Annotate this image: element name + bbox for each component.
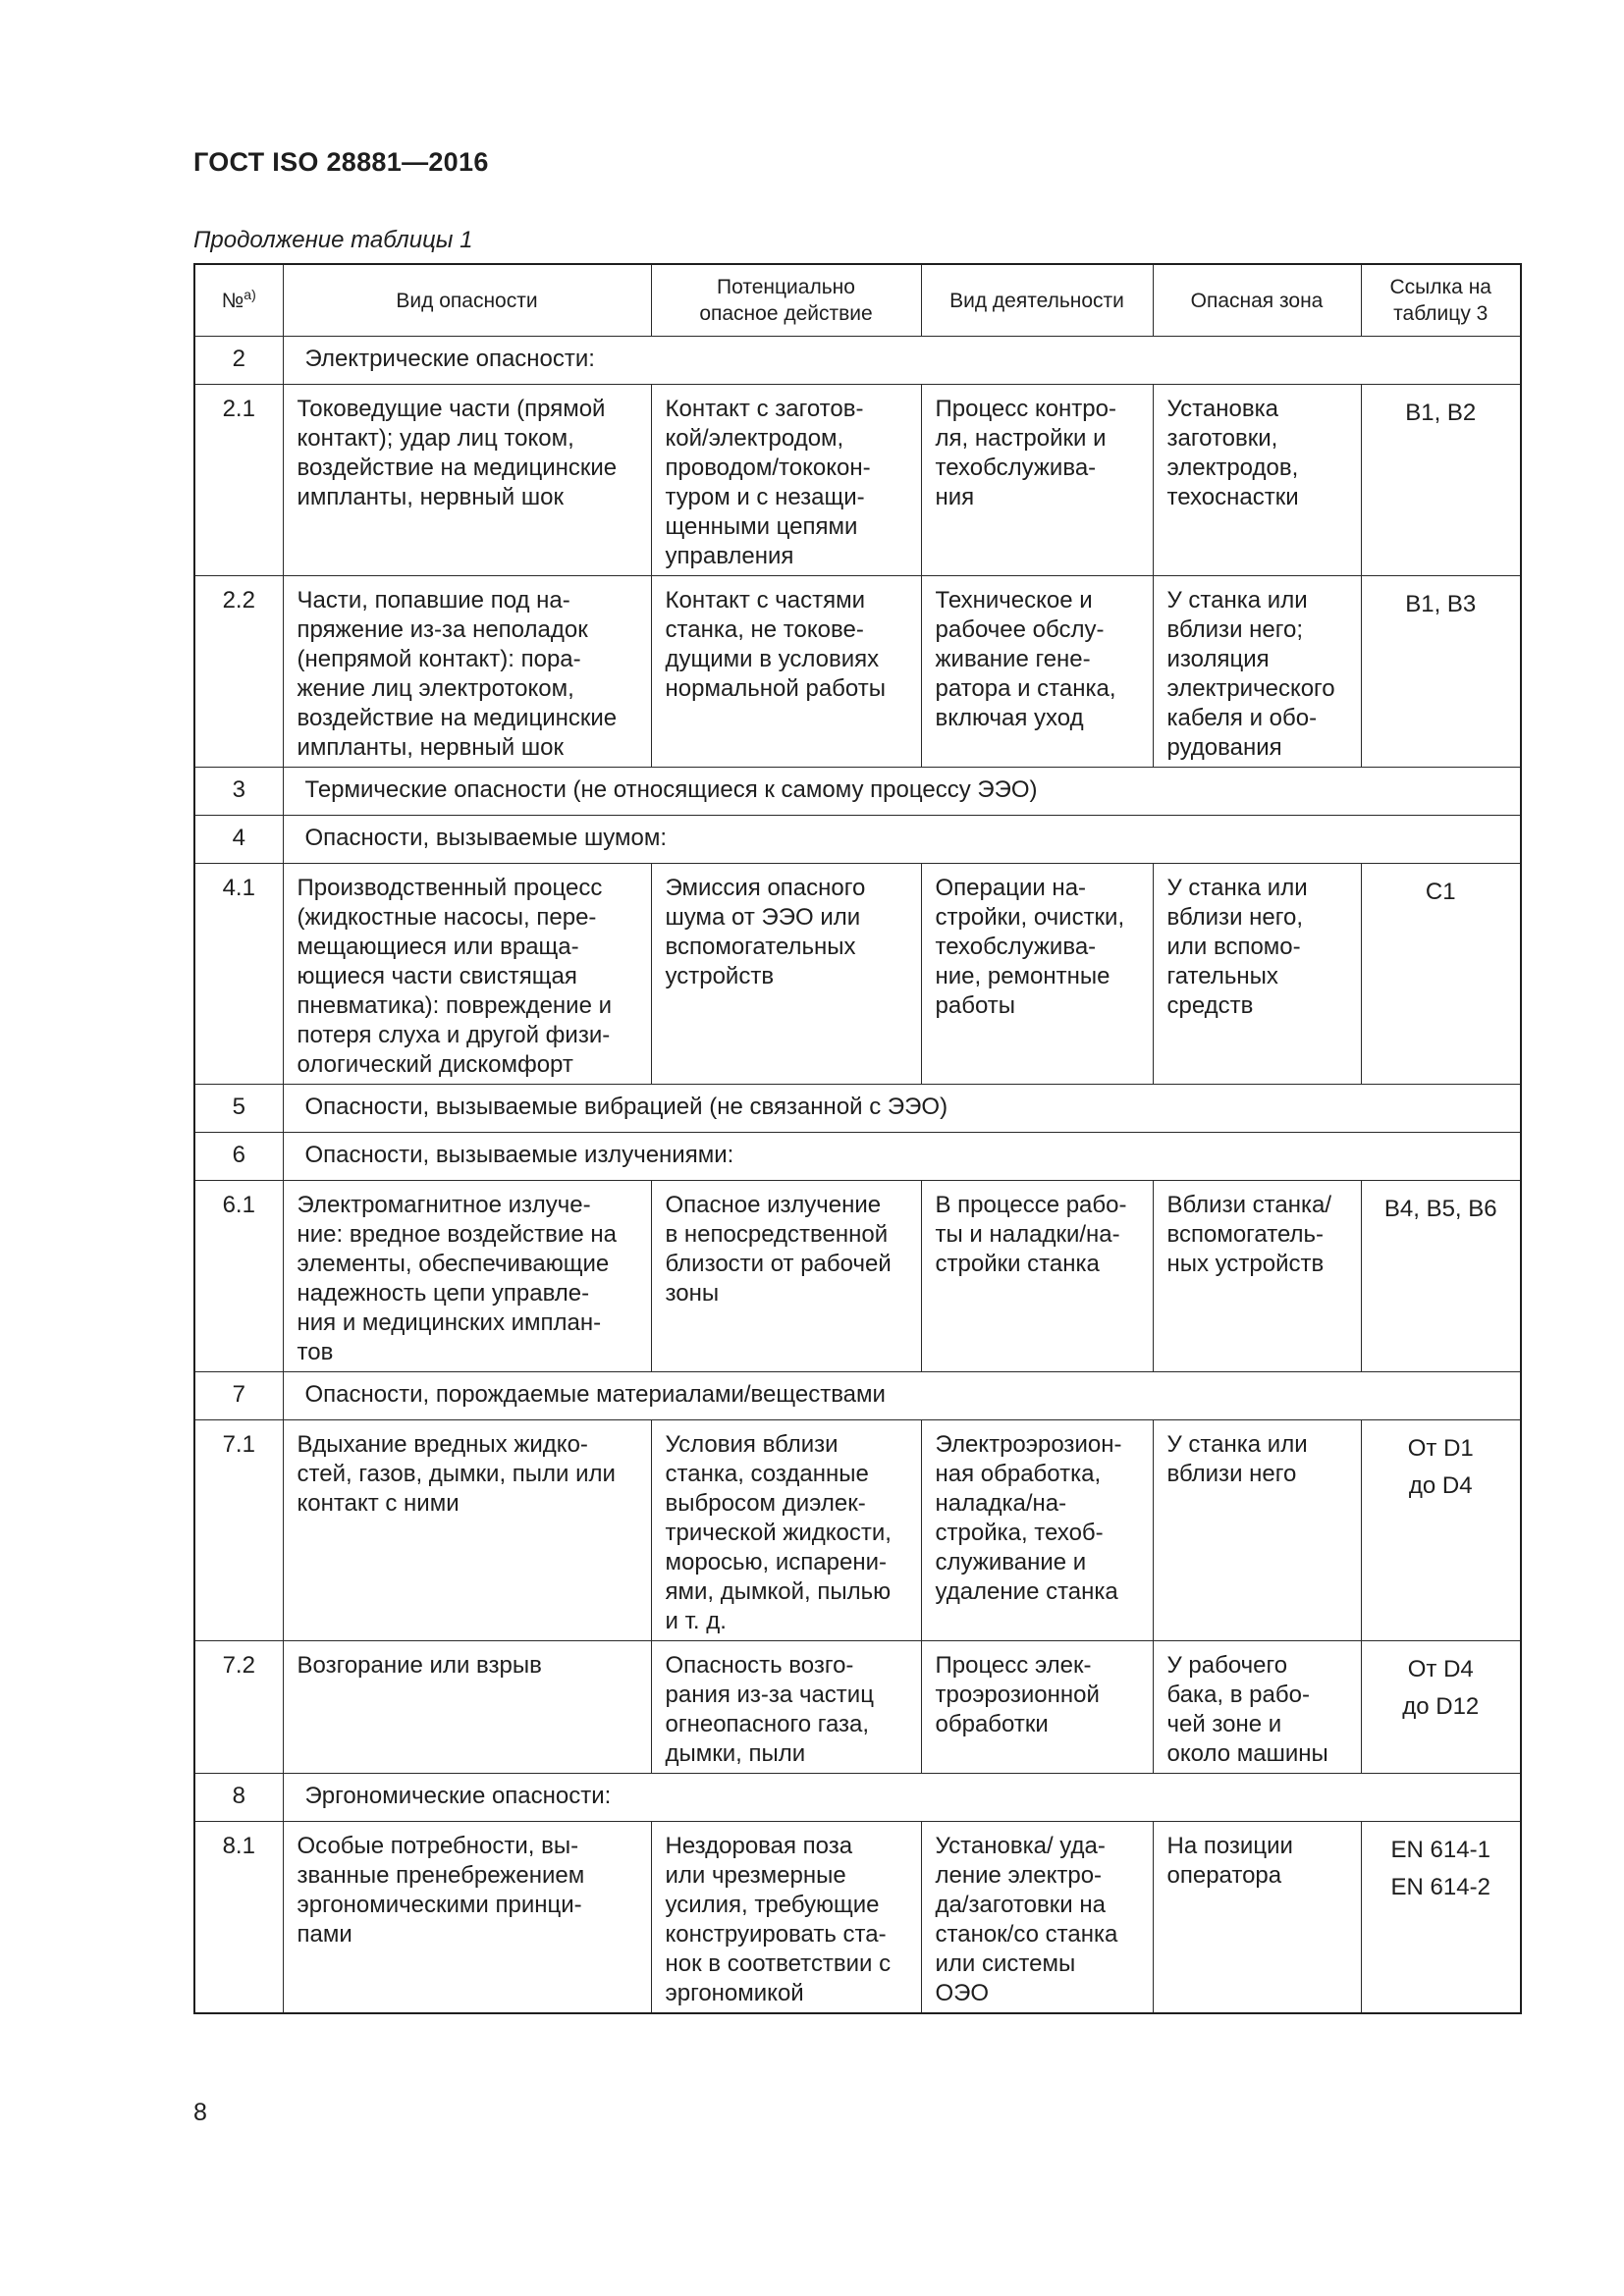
cell-line: В4, В5, В6: [1383, 1196, 1497, 1222]
section-title: Опасности, порождаемые материалами/веществами: [283, 1372, 1521, 1420]
cell-line: близости от рабочей: [665, 1251, 892, 1277]
item-number: 2.2: [194, 576, 283, 768]
cell-line: удаление станка: [935, 1578, 1118, 1605]
column-header-action: Потенциально опасное действие: [651, 264, 921, 337]
section-title: Термические опасности (не относящиеся к самому процессу ЭЭО): [283, 768, 1521, 816]
cell-line: электрического: [1166, 675, 1335, 702]
cell-line: импланты, нервный шок: [297, 734, 564, 761]
cell-line: жение лиц электротоком,: [297, 675, 574, 702]
cell-line: проводом/тококон-: [665, 454, 871, 481]
section-row: [194, 1133, 1521, 1181]
cell-line: электродов,: [1166, 454, 1299, 481]
cell-line: контакт); удар лиц током,: [297, 425, 574, 452]
section-number: 5: [194, 1085, 283, 1133]
item-number: 7.2: [194, 1641, 283, 1774]
cell-line: Опасное излучение: [665, 1192, 882, 1218]
zone-cell: [1153, 1420, 1361, 1641]
zone-cell: [1153, 576, 1361, 768]
column-header-zone: Опасная зона: [1153, 264, 1361, 337]
cell-line: кабеля и обо-: [1166, 705, 1318, 731]
cell-line: Процесс контро-: [935, 396, 1116, 422]
cell-line: конструировать ста-: [665, 1921, 887, 1948]
cell-line: огнеопасного газа,: [665, 1711, 870, 1737]
hazard-row: [194, 1181, 1521, 1372]
reference-cell: [1361, 1822, 1521, 2014]
cell-line: и т. д.: [665, 1608, 727, 1634]
section-title: Опасности, вызываемые шумом:: [283, 816, 1521, 864]
cell-line: вблизи него: [1166, 1461, 1297, 1487]
reference-cell: [1361, 1420, 1521, 1641]
cell-line: ологический дискомфорт: [297, 1051, 573, 1078]
cell-line: импланты, нервный шок: [297, 484, 564, 510]
cell-line: ния: [935, 484, 975, 510]
cell-line: зоны: [665, 1280, 720, 1307]
activity-cell: [921, 1822, 1153, 2014]
cell-line: вспомогательных: [665, 934, 856, 960]
column-header-hazard: Вид опасности: [283, 264, 651, 337]
action-cell: [651, 1822, 921, 2014]
hazard-cell: [283, 576, 651, 768]
cell-line: Электромагнитное излуче-: [297, 1192, 591, 1218]
cell-line: С1: [1425, 879, 1456, 905]
cell-line: ля, настройки и: [935, 425, 1107, 452]
column-header-reference: Ссылка на таблицу 3: [1361, 264, 1521, 337]
cell-line: ных устройств: [1166, 1251, 1325, 1277]
reference-cell: [1361, 1181, 1521, 1372]
cell-line: работы: [935, 992, 1016, 1019]
cell-line: От D1: [1407, 1435, 1474, 1462]
cell-line: техоснастки: [1166, 484, 1299, 510]
cell-line: Вблизи станка/: [1166, 1192, 1332, 1218]
section-row: [194, 1085, 1521, 1133]
cell-line: Опасность возго-: [665, 1652, 854, 1679]
activity-cell: [921, 1420, 1153, 1641]
cell-line: кой/электродом,: [665, 425, 844, 452]
action-cell: [651, 576, 921, 768]
cell-line: Электроэрозион-: [935, 1431, 1122, 1458]
cell-line: ния и медицинских имплан-: [297, 1309, 602, 1336]
cell-line: выбросом диэлек-: [665, 1490, 866, 1517]
cell-line: оператора: [1166, 1862, 1282, 1889]
table-caption: Продолжение таблицы 1: [193, 227, 473, 253]
cell-line: техобслужива-: [935, 934, 1097, 960]
cell-line: живание гене-: [935, 646, 1091, 672]
section-row: [194, 768, 1521, 816]
section-row: [194, 337, 1521, 385]
zone-cell: [1153, 1641, 1361, 1774]
cell-line: Вдыхание вредных жидко-: [297, 1431, 588, 1458]
cell-line: ОЭО: [935, 1980, 990, 2006]
cell-line: Части, попавшие под на-: [297, 587, 570, 614]
item-number: 8.1: [194, 1822, 283, 2014]
cell-line: званные пренебрежением: [297, 1862, 585, 1889]
cell-line: нормальной работы: [665, 675, 886, 702]
hazard-cell: [283, 1181, 651, 1372]
section-number: 7: [194, 1372, 283, 1420]
hazard-cell: [283, 1420, 651, 1641]
cell-line: стройки станка: [935, 1251, 1100, 1277]
section-title: Электрические опасности:: [283, 337, 1521, 385]
cell-line: щенными цепями: [665, 513, 858, 540]
cell-line: На позиции: [1166, 1833, 1293, 1859]
cell-line: или вспомо-: [1166, 934, 1301, 960]
cell-line: От D4: [1407, 1656, 1474, 1682]
activity-cell: [921, 1181, 1153, 1372]
cell-line: ная обработка,: [935, 1461, 1102, 1487]
cell-line: пряжение из-за неполадок: [297, 616, 588, 643]
zone-cell: [1153, 864, 1361, 1085]
cell-line: чей зоне и: [1166, 1711, 1282, 1737]
cell-line: Производственный процесс: [297, 875, 603, 901]
cell-line: Условия вблизи: [665, 1431, 839, 1458]
reference-cell: [1361, 385, 1521, 576]
item-number: 7.1: [194, 1420, 283, 1641]
cell-line: ние: вредное воздействие на: [297, 1221, 617, 1248]
column-header-number: №$^{а)}$: [194, 264, 283, 337]
action-cell: [651, 864, 921, 1085]
activity-cell: [921, 385, 1153, 576]
cell-line: ющиеся части свистящая: [297, 963, 577, 989]
table-body: [194, 337, 1521, 2014]
hazards-table: [193, 263, 1522, 2014]
cell-line: вспомогатель-: [1166, 1221, 1324, 1248]
cell-line: да/заготовки на: [935, 1892, 1106, 1918]
cell-line: рудования: [1166, 734, 1282, 761]
cell-line: контакт с ними: [297, 1490, 460, 1517]
cell-line: дущими в условиях: [665, 646, 880, 672]
cell-line: Установка: [1166, 396, 1278, 422]
hazard-cell: [283, 1641, 651, 1774]
cell-line: (жидкостные насосы, пере-: [297, 904, 597, 931]
cell-line: станок/со станка: [935, 1921, 1118, 1948]
cell-line: потеря слуха и другой физи-: [297, 1022, 611, 1048]
cell-line: EN 614-1: [1390, 1837, 1490, 1863]
cell-line: эргономикой: [665, 1980, 804, 2006]
cell-line: У станка или: [1166, 587, 1308, 614]
cell-line: стей, газов, дымки, пыли или: [297, 1461, 616, 1487]
reference-cell: [1361, 576, 1521, 768]
cell-line: наладка/на-: [935, 1490, 1067, 1517]
zone-cell: [1153, 1181, 1361, 1372]
cell-line: ты и наладки/на-: [935, 1221, 1120, 1248]
cell-line: или системы: [935, 1950, 1076, 1977]
cell-line: средств: [1166, 992, 1254, 1019]
hazard-row: [194, 576, 1521, 768]
reference-cell: [1361, 864, 1521, 1085]
page-number: 8: [193, 2099, 207, 2126]
cell-line: около машины: [1166, 1740, 1328, 1767]
cell-line: до D12: [1402, 1693, 1480, 1720]
cell-line: Установка/ уда-: [935, 1833, 1106, 1859]
cell-line: гательных: [1166, 963, 1278, 989]
hazard-row: [194, 1822, 1521, 2014]
action-cell: [651, 1181, 921, 1372]
cell-line: В1, В2: [1405, 400, 1477, 426]
action-cell: [651, 385, 921, 576]
cell-line: шума от ЭЭО или: [665, 904, 861, 931]
activity-cell: [921, 1641, 1153, 1774]
cell-line: включая уход: [935, 705, 1084, 731]
cell-line: стройка, техоб-: [935, 1520, 1104, 1546]
cell-line: Токоведущие части (прямой: [297, 396, 606, 422]
item-number: 6.1: [194, 1181, 283, 1372]
section-number: 6: [194, 1133, 283, 1181]
cell-line: ление электро-: [935, 1862, 1103, 1889]
cell-line: рания из-за частиц: [665, 1682, 874, 1708]
cell-line: устройств: [665, 963, 775, 989]
cell-line: стройки, очистки,: [935, 904, 1125, 931]
zone-cell: [1153, 1822, 1361, 2014]
cell-line: станка, не токове-: [665, 616, 864, 643]
section-row: [194, 1372, 1521, 1420]
reference-cell: [1361, 1641, 1521, 1774]
cell-line: вблизи него,: [1166, 904, 1303, 931]
section-title: Опасности, вызываемые излучениями:: [283, 1133, 1521, 1181]
cell-line: Операции на-: [935, 875, 1087, 901]
cell-line: до D4: [1408, 1472, 1473, 1499]
cell-line: надежность цепи управле-: [297, 1280, 590, 1307]
cell-line: ние, ремонтные: [935, 963, 1110, 989]
column-header-activity: Вид деятельности: [921, 264, 1153, 337]
section-number: 2: [194, 337, 283, 385]
cell-line: пневматика): повреждение и: [297, 992, 613, 1019]
section-row: [194, 1774, 1521, 1822]
section-number: 4: [194, 816, 283, 864]
cell-line: Процесс элек-: [935, 1652, 1092, 1679]
cell-line: ратора и станка,: [935, 675, 1116, 702]
action-cell: [651, 1420, 921, 1641]
cell-line: элементы, обеспечивающие: [297, 1251, 610, 1277]
cell-line: Особые потребности, вы-: [297, 1833, 579, 1859]
cell-line: Возгорание или взрыв: [297, 1652, 542, 1679]
cell-line: Контакт с частями: [665, 587, 865, 614]
cell-line: вблизи него;: [1166, 616, 1303, 643]
cell-line: В1, В3: [1405, 591, 1477, 617]
hazard-row: [194, 1420, 1521, 1641]
cell-line: Техническое и: [935, 587, 1093, 614]
cell-line: мещающиеся или враща-: [297, 934, 579, 960]
hazard-cell: [283, 385, 651, 576]
cell-line: обработки: [935, 1711, 1049, 1737]
cell-line: станка, созданные: [665, 1461, 869, 1487]
cell-line: воздействие на медицинские: [297, 454, 618, 481]
hazard-cell: [283, 864, 651, 1085]
cell-line: изоляция: [1166, 646, 1270, 672]
cell-line: рабочее обслу-: [935, 616, 1105, 643]
cell-line: Контакт с заготов-: [665, 396, 864, 422]
cell-line: дымки, пыли: [665, 1740, 806, 1767]
cell-line: тов: [297, 1339, 334, 1365]
cell-line: троэрозионной: [935, 1682, 1100, 1708]
action-cell: [651, 1641, 921, 1774]
activity-cell: [921, 576, 1153, 768]
section-number: 8: [194, 1774, 283, 1822]
item-number: 4.1: [194, 864, 283, 1085]
cell-line: (непрямой контакт): пора-: [297, 646, 581, 672]
activity-cell: [921, 864, 1153, 1085]
section-title: Опасности, вызываемые вибрацией (не связанной с ЭЭО): [283, 1085, 1521, 1133]
hazard-row: [194, 1641, 1521, 1774]
section-row: [194, 816, 1521, 864]
cell-line: туром и с незащи-: [665, 484, 865, 510]
cell-line: заготовки,: [1166, 425, 1278, 452]
cell-line: трической жидкости,: [665, 1520, 892, 1546]
cell-line: В процессе рабо-: [935, 1192, 1127, 1218]
hazard-row: [194, 385, 1521, 576]
cell-line: эргономическими принци-: [297, 1892, 582, 1918]
cell-line: усилия, требующие: [665, 1892, 880, 1918]
cell-line: EN 614-2: [1390, 1874, 1490, 1900]
cell-line: пами: [297, 1921, 352, 1948]
hazard-cell: [283, 1822, 651, 2014]
cell-line: служивание и: [935, 1549, 1087, 1575]
cell-line: в непосредственной: [665, 1221, 889, 1248]
cell-line: бака, в рабо-: [1166, 1682, 1310, 1708]
cell-line: Нездоровая поза: [665, 1833, 853, 1859]
cell-line: техобслужива-: [935, 454, 1097, 481]
cell-line: нок в соответствии с: [665, 1950, 892, 1977]
cell-line: У станка или: [1166, 875, 1308, 901]
cell-line: или чрезмерные: [665, 1862, 846, 1889]
cell-line: У рабочего: [1166, 1652, 1288, 1679]
cell-line: Эмиссия опасного: [665, 875, 866, 901]
cell-line: моросью, испарени-: [665, 1549, 887, 1575]
table-header: [194, 264, 1521, 337]
document-title: ГОСТ ISO 28881—2016: [193, 147, 489, 177]
zone-cell: [1153, 385, 1361, 576]
cell-line: воздействие на медицинские: [297, 705, 618, 731]
cell-line: У станка или: [1166, 1431, 1308, 1458]
cell-line: управления: [665, 543, 794, 569]
section-title: Эргономические опасности:: [283, 1774, 1521, 1822]
hazard-row: [194, 864, 1521, 1085]
item-number: 2.1: [194, 385, 283, 576]
cell-line: ями, дымкой, пылью: [665, 1578, 892, 1605]
section-number: 3: [194, 768, 283, 816]
